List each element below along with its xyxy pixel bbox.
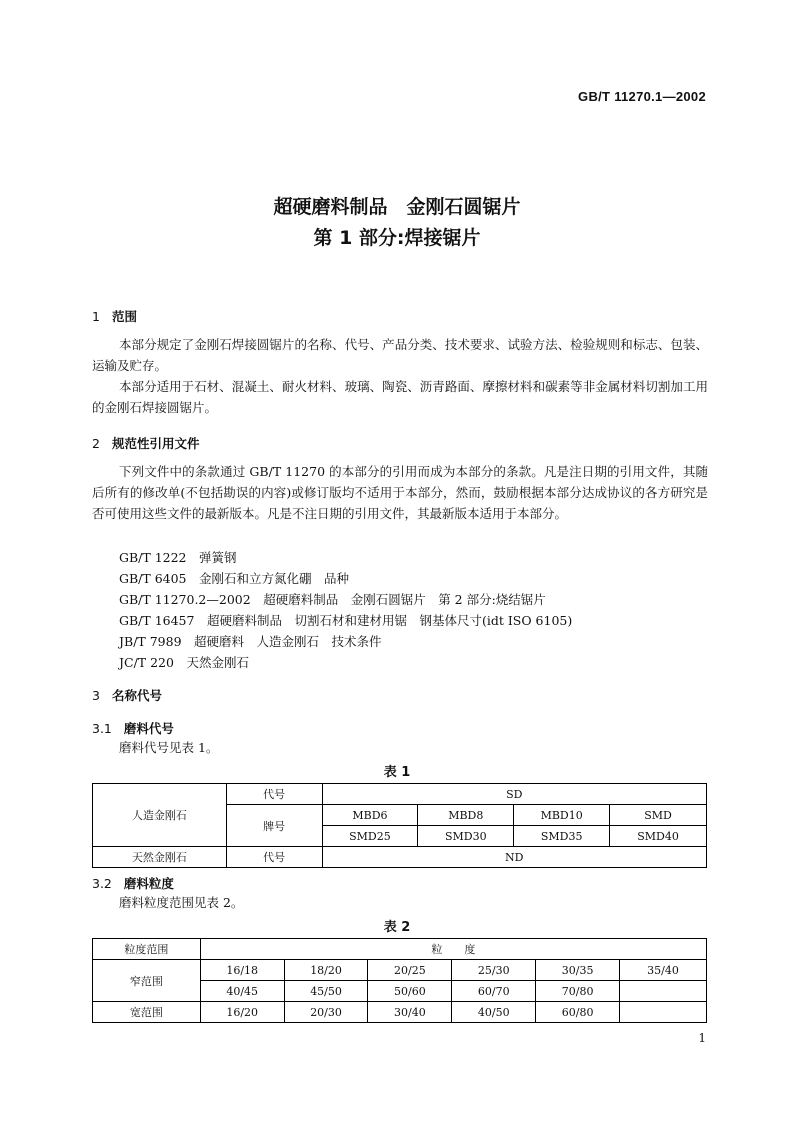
subsection-title: 磨料粒度	[123, 876, 174, 891]
narrow-range-label: 窄范围	[93, 960, 201, 1002]
subsection-title: 磨料代号	[123, 721, 174, 736]
reference-item: GB/T 11270.2—2002 超硬磨料制品 金刚石圆锯片 第 2 部分:烧结锯片	[119, 592, 546, 607]
grit-cell: 18/20	[284, 960, 368, 981]
abrasive-code-text: 磨料代号见表 1。	[119, 740, 219, 755]
reference-item: JB/T 7989 超硬磨料 人造金刚石 技术条件	[119, 634, 382, 649]
references-paragraph: 下列文件中的条款通过 GB/T 11270 的本部分的引用而成为本部分的条款。凡是注日期的引用文件，其随后所有的修改单(不包括勘误的内容)或修订版均不适用于本部分，然而，鼓励根据本部分达成协议的各方研究是否可使用这些文件的最新版本。凡是不注日期的引用文件，其最新版本适用于本部分。	[92, 464, 708, 521]
section-title: 名称代号	[111, 688, 162, 703]
grit-cell: 60/70	[452, 981, 536, 1002]
document-title: 超硬磨料制品 金刚石圆锯片	[273, 196, 521, 218]
section-title: 范围	[111, 309, 137, 324]
grit-header: 粒 度	[200, 939, 706, 960]
brand-cell: SMD40	[610, 826, 707, 847]
brand-cell: SMD25	[322, 826, 418, 847]
page-number: 1	[698, 1031, 706, 1045]
grit-cell: 45/50	[284, 981, 368, 1002]
brand-cell: SMD30	[418, 826, 514, 847]
natural-diamond-label: 天然金刚石	[93, 847, 227, 868]
grit-cell: 50/60	[368, 981, 452, 1002]
brand-cell: MBD10	[514, 805, 610, 826]
grit-cell: 25/30	[452, 960, 536, 981]
grit-cell: 40/50	[452, 1002, 536, 1023]
wide-range-label: 宽范围	[93, 1002, 201, 1023]
grit-cell: 30/35	[536, 960, 620, 981]
range-header: 粒度范围	[93, 939, 201, 960]
scope-paragraph-2: 本部分适用于石材、混凝土、耐火材料、玻璃、陶瓷、沥青路面、摩擦材料和碳素等非金属材料切割加工用的金刚石焊接圆锯片。	[92, 379, 708, 415]
brand-cell: SMD35	[514, 826, 610, 847]
grit-cell: 16/18	[200, 960, 284, 981]
grit-cell: 40/45	[200, 981, 284, 1002]
subsection-number: 3.2	[92, 876, 112, 891]
grit-cell: 20/25	[368, 960, 452, 981]
subsection-heading-abrasive-code	[92, 719, 174, 737]
grit-cell: 70/80	[536, 981, 620, 1002]
grit-cell: 16/20	[200, 1002, 284, 1023]
brand-label: 牌号	[226, 805, 322, 847]
section-number: 3	[92, 688, 100, 703]
grit-cell	[620, 981, 707, 1002]
grit-size-table	[92, 938, 707, 1023]
subsection-heading-grit-size	[92, 874, 174, 892]
document-subtitle: 第 1 部分:焊接锯片	[313, 227, 481, 249]
synthetic-code: SD	[322, 784, 707, 805]
grit-size-text: 磨料粒度范围见表 2。	[119, 895, 244, 910]
table1-caption: 表 1	[383, 765, 411, 780]
grit-cell: 30/40	[368, 1002, 452, 1023]
code-label: 代号	[226, 847, 322, 868]
grit-cell	[620, 1002, 707, 1023]
reference-item: JC/T 220 天然金刚石	[119, 655, 249, 670]
reference-item: GB/T 6405 金刚石和立方氮化硼 品种	[119, 571, 350, 586]
subsection-number: 3.1	[92, 721, 112, 736]
code-label: 代号	[226, 784, 322, 805]
natural-code: ND	[322, 847, 707, 868]
brand-cell: MBD8	[418, 805, 514, 826]
synthetic-diamond-label: 人造金刚石	[93, 784, 227, 847]
grit-cell: 20/30	[284, 1002, 368, 1023]
reference-item: GB/T 16457 超硬磨料制品 切割石材和建材用锯 钢基体尺寸(idt ISO 6105)	[119, 613, 573, 628]
section-number: 2	[92, 436, 100, 451]
scope-paragraph-1: 本部分规定了金刚石焊接圆锯片的名称、代号、产品分类、技术要求、试验方法、检验规则和标志、包装、运输及贮存。	[92, 337, 708, 373]
section-heading-scope	[92, 307, 137, 325]
section-heading-references	[92, 434, 199, 452]
section-number: 1	[92, 309, 100, 324]
brand-cell: MBD6	[322, 805, 418, 826]
brand-cell: SMD	[610, 805, 707, 826]
section-heading-designation	[92, 686, 162, 704]
section-title: 规范性引用文件	[111, 436, 200, 451]
reference-item: GB/T 1222 弹簧钢	[119, 550, 237, 565]
abrasive-code-table	[92, 783, 707, 868]
standard-code: GB/T 11270.1—2002	[578, 89, 706, 104]
grit-cell: 60/80	[536, 1002, 620, 1023]
table2-caption: 表 2	[383, 920, 411, 935]
grit-cell: 35/40	[620, 960, 707, 981]
